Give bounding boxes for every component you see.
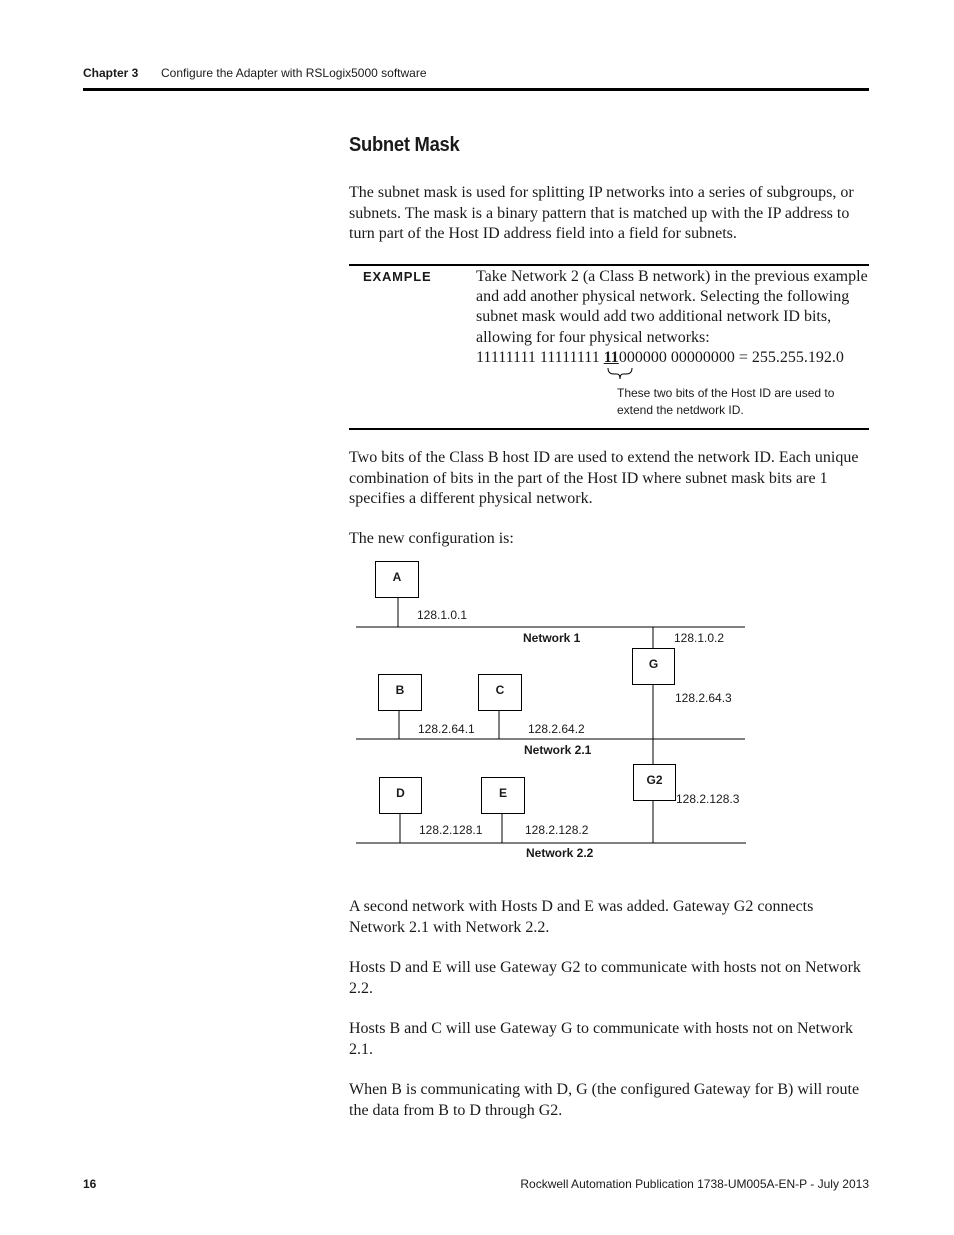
host-e-address: 128.2.128.2 [525, 823, 589, 837]
host-b-address: 128.2.64.1 [418, 722, 475, 736]
example-mask-highlight: 11 [603, 348, 619, 366]
host-a: A [375, 561, 419, 598]
example-label: EXAMPLE [363, 269, 432, 284]
network-1-label: Network 1 [523, 631, 581, 645]
gateway-g-address-net1: 128.1.0.2 [674, 631, 725, 645]
host-e: E [481, 777, 525, 814]
host-c-address: 128.2.64.2 [528, 722, 585, 736]
example-note: These two bits of the Host ID are used to extend the netdwork ID. [617, 386, 835, 417]
publication-info: Rockwell Automation Publication 1738-UM005A-EN-P - July 2013 [520, 1177, 869, 1191]
two-bits-paragraph: Two bits of the Class B host ID are used to extend the network ID. Each unique combination of bits in the part of the Host ID where subnet mask bits are 1 specifies a different physical network. [349, 449, 859, 507]
example-mask-prefix: 11111111 11111111 [476, 348, 604, 366]
example-text: Take Network 2 (a Class B network) in the previous example and add another physical network. Selecting the following subnet mask would add two additional network ID bits, allowing for four physical networks: [476, 268, 868, 346]
example-mask-suffix: 000000 00000000 = 255.255.192.0 [618, 348, 844, 366]
gateway-g2: G2 [633, 764, 676, 801]
new-config-paragraph: The new configuration is: [349, 530, 514, 547]
host-d: D [379, 777, 422, 814]
host-b: B [378, 674, 422, 711]
paragraph-b-c-gateway: Hosts B and C will use Gateway G to communicate with hosts not on Network 2.1. [349, 1020, 853, 1058]
gateway-g: G [632, 648, 675, 685]
intro-paragraph: The subnet mask is used for splitting IP networks into a series of subgroups, or subnets. The mask is a binary pattern that is matched up with the IP address to turn part of the Host ID address field into a field for subnets. [349, 184, 854, 242]
host-c: C [478, 674, 522, 711]
network-2-1-label: Network 2.1 [524, 743, 592, 757]
paragraph-g2-added: A second network with Hosts D and E was added. Gateway G2 connects Network 2.1 with Network 2.2. [349, 898, 814, 936]
network-2-2-label: Network 2.2 [526, 846, 594, 860]
host-a-address: 128.1.0.1 [417, 608, 468, 622]
host-d-address: 128.2.128.1 [419, 823, 483, 837]
header-title: Configure the Adapter with RSLogix5000 software [161, 66, 427, 80]
gateway-g-address-net21: 128.2.64.3 [675, 691, 732, 705]
header-chapter: Chapter 3 [83, 66, 139, 80]
paragraph-d-e-gateway: Hosts D and E will use Gateway G2 to communicate with hosts not on Network 2.2. [349, 959, 861, 997]
section-title: Subnet Mask [349, 134, 460, 156]
page-number: 16 [83, 1177, 97, 1191]
gateway-g2-address: 128.2.128.3 [676, 792, 740, 806]
paragraph-b-to-d-route: When B is communicating with D, G (the configured Gateway for B) will route the data from B to D through G2. [349, 1081, 860, 1119]
